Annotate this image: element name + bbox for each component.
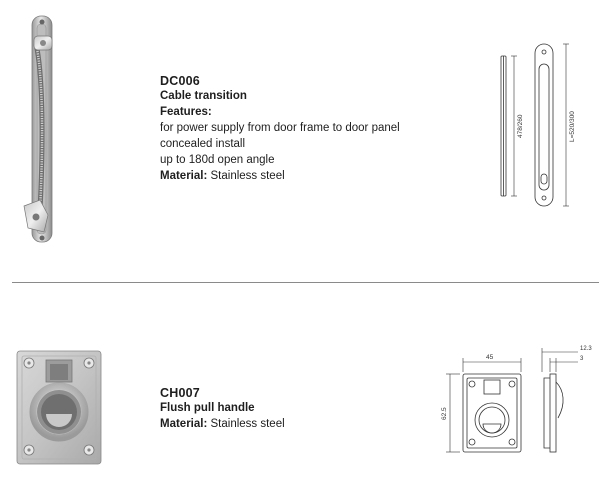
material-value: Stainless steel (210, 418, 285, 430)
material-label: Material: (160, 418, 208, 430)
material-value: Stainless steel (210, 170, 285, 182)
flush-pull-handle-drawing (438, 338, 598, 468)
material-line (160, 416, 285, 432)
material-label: Material: (160, 170, 208, 182)
product-info-ch007 (160, 386, 285, 432)
feature-item: for power supply from door frame to door panel (160, 122, 400, 134)
product-code: CH007 (160, 386, 200, 400)
product-code: DC006 (160, 74, 200, 88)
section-divider (12, 282, 599, 283)
dimension-label: 45 (486, 354, 494, 361)
dimension-label: L=520/300 (569, 111, 576, 142)
dimension-label: 3 (580, 356, 584, 362)
dimension-label: 62.5 (441, 407, 448, 420)
flush-pull-handle-photo (16, 350, 102, 465)
product-name: Flush pull handle (160, 402, 255, 414)
cable-transition-photo (14, 10, 64, 250)
features-label: Features: (160, 106, 212, 118)
dimension-label: 12.3 (580, 346, 592, 352)
dimension-label: 478/260 (517, 114, 524, 138)
cable-transition-drawing (490, 30, 580, 215)
product-info-dc006 (160, 74, 400, 184)
feature-item: up to 180d open angle (160, 154, 275, 166)
material-line (160, 168, 400, 184)
feature-item: concealed install (160, 138, 246, 150)
product-name: Cable transition (160, 90, 247, 102)
